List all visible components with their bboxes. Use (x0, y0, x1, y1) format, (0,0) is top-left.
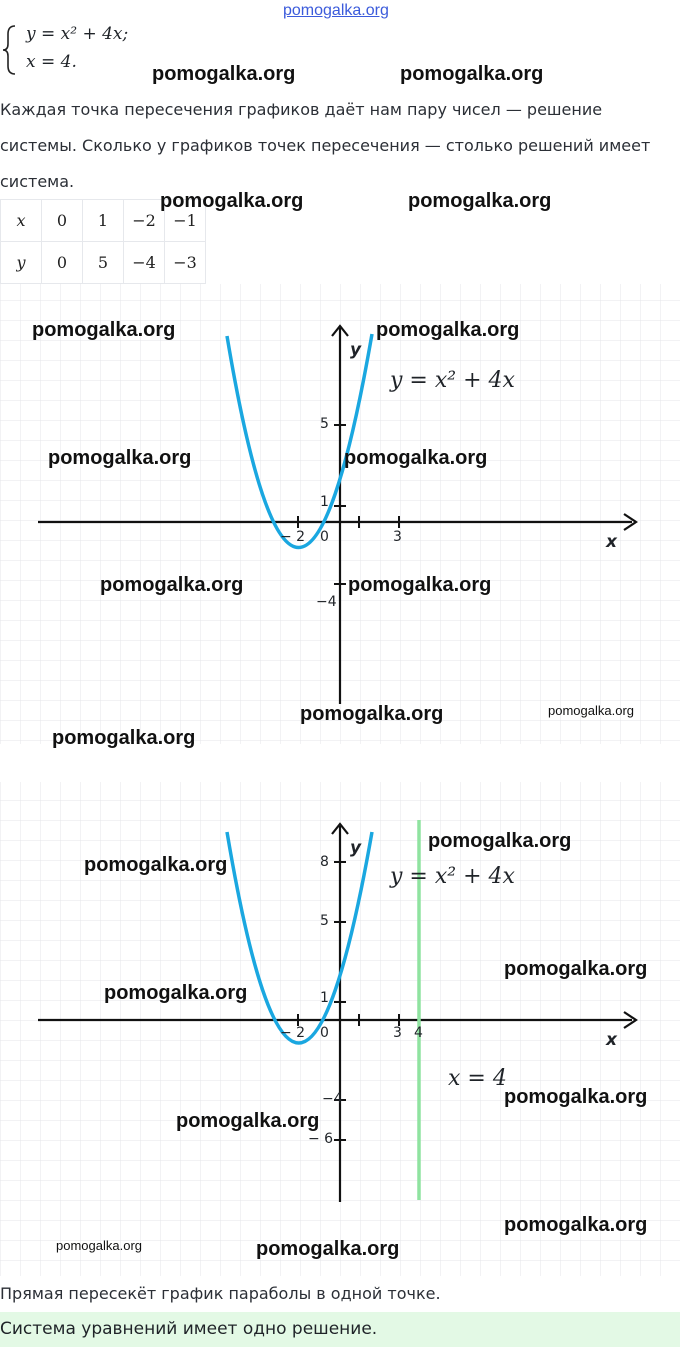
watermark: pomogalka.org (504, 1086, 648, 1108)
equation-1: y = x² + 4x; (26, 24, 129, 44)
watermark: pomogalka.org (408, 190, 552, 212)
conclusion-paragraph: Прямая пересекёт график параболы в одной точке. (0, 1284, 441, 1303)
parabola-equation: y = x² + 4x (390, 864, 515, 889)
table-row (1, 242, 206, 284)
answer-box (0, 1312, 680, 1347)
header-watermark[interactable]: pomogalka.org (283, 2, 389, 19)
table-cell: −1 (165, 200, 206, 242)
y-axis-label: y (350, 340, 362, 360)
tick-label: 5 (320, 913, 329, 929)
watermark: pomogalka.org (300, 703, 444, 725)
tick-label: −4 (316, 594, 337, 610)
watermark: pomogalka.org (52, 727, 196, 749)
x-axis-label: x (606, 1030, 617, 1050)
tick-label: − 6 (308, 1131, 334, 1147)
tick-label: 8 (320, 854, 329, 870)
table-cell: −4 (124, 242, 165, 284)
parabola-equation: y = x² + 4x (390, 368, 515, 393)
table-header-y: y (1, 242, 42, 284)
tick-label: 1 (320, 494, 329, 510)
tick-label: −4 (322, 1091, 343, 1107)
tick-label: 0 (320, 529, 329, 545)
watermark: pomogalka.org (176, 1110, 320, 1132)
graph-parabola (0, 284, 680, 749)
table-cell: −2 (124, 200, 165, 242)
x-axis-label: x (606, 532, 617, 552)
tick-label: 0 (320, 1025, 329, 1041)
answer-text: Система уравнений имеет одно решение. (0, 1319, 378, 1339)
tick-label: 4 (414, 1025, 423, 1041)
table-cell: 5 (83, 242, 124, 284)
table-cell: 1 (83, 200, 124, 242)
table-cell: 0 (42, 242, 83, 284)
watermark: pomogalka.org (428, 830, 572, 852)
watermark: pomogalka.org (32, 319, 176, 341)
graph-parabola-and-line (0, 782, 680, 1276)
tick-label: 1 (320, 990, 329, 1006)
table-cell: −3 (165, 242, 206, 284)
tick-label: − 2 (280, 529, 306, 545)
watermark: pomogalka.org (504, 958, 648, 980)
table-cell: 0 (42, 200, 83, 242)
table-header-x: x (1, 200, 42, 242)
watermark: pomogalka.org (104, 982, 248, 1004)
watermark: pomogalka.org (84, 854, 228, 876)
watermark: pomogalka.org (344, 447, 488, 469)
watermark: pomogalka.org (400, 63, 544, 85)
tick-label: 3 (393, 1025, 402, 1041)
equation-2: x = 4. (26, 52, 77, 72)
watermark: pomogalka.org (548, 703, 634, 718)
intro-paragraph: Каждая точка пересечения графиков даёт нам пару чисел — решение системы. Сколько у графиков точек пересечения — столько решений имеет система. (0, 100, 651, 191)
watermark: pomogalka.org (56, 1238, 142, 1253)
watermark: pomogalka.org (152, 63, 296, 85)
watermark: pomogalka.org (160, 190, 304, 212)
line-equation: x = 4 (448, 1066, 507, 1091)
watermark: pomogalka.org (348, 574, 492, 596)
watermark: pomogalka.org (376, 319, 520, 341)
watermark: pomogalka.org (256, 1238, 400, 1260)
watermark: pomogalka.org (100, 574, 244, 596)
tick-label: − 2 (280, 1025, 306, 1041)
watermark: pomogalka.org (504, 1214, 648, 1236)
tick-label: 5 (320, 416, 329, 432)
graph1-svg (0, 284, 680, 744)
y-axis-label: y (350, 838, 362, 858)
watermark: pomogalka.org (48, 447, 192, 469)
tick-label: 3 (393, 529, 402, 545)
system-brace-icon (2, 24, 18, 76)
